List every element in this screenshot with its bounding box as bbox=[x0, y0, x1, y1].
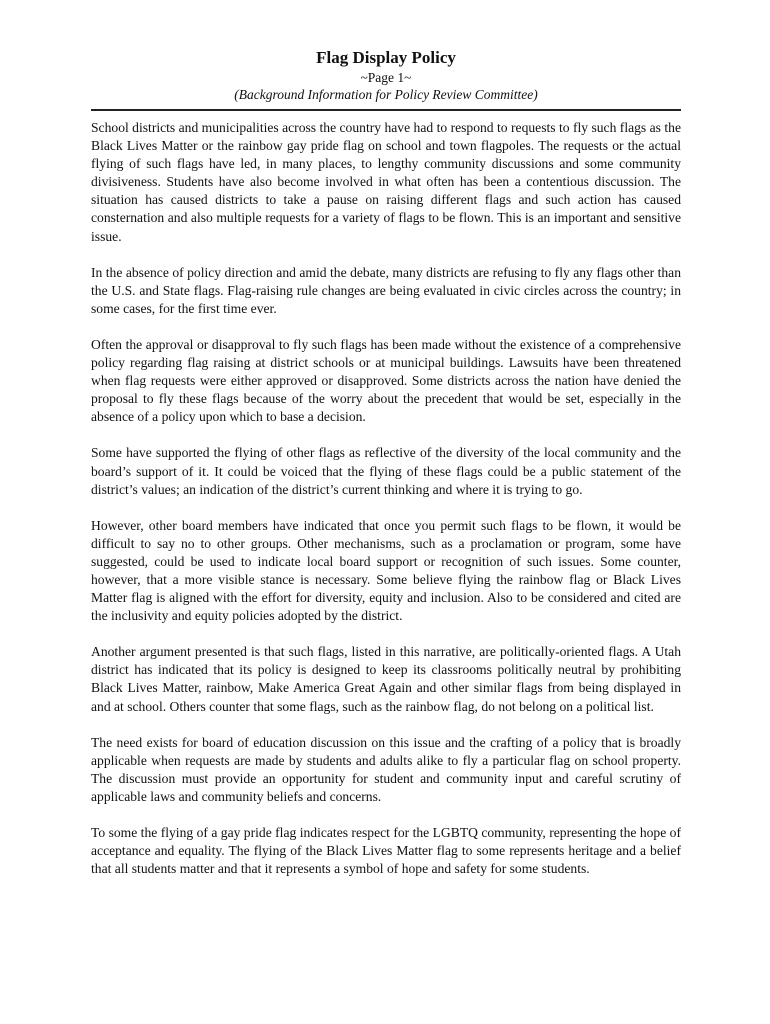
paragraph-8: To some the flying of a gay pride flag indicates respect for the LGBTQ community, representing the hope of acceptance and equality. The flying of the Black Lives Matter flag to some represents heritage and a belief that all students matter and that it represents a symbol of hope and safety for some students. bbox=[91, 825, 681, 877]
document-subtitle: (Background Information for Policy Review Committee) bbox=[234, 87, 538, 102]
paragraph-2: In the absence of policy direction and amid the debate, many districts are refusing to fly any flags other than the U.S. and State flags. Flag-raising rule changes are being evaluated in civic circles across the country; in some cases, for the first time ever. bbox=[91, 264, 681, 316]
paragraph-4: Some have supported the flying of other flags as reflective of the diversity of the local community and the board’s support of it. It could be voiced that the flying of these flags could be a public statement of the district’s values; an indication of the district’s current thinking and where it is trying to go. bbox=[91, 445, 681, 497]
document-page bbox=[91, 48, 681, 896]
paragraph-6: Another argument presented is that such flags, listed in this narrative, are politically-oriented flags. A Utah district has indicated that its policy is designed to keep its classrooms politically neutral by prohibiting Black Lives Matter, rainbow, Make America Great Again and other similar flags from being displayed in and at school. Others counter that some flags, such as the rainbow flag, do not belong on a political list. bbox=[91, 644, 681, 714]
paragraph-1: School districts and municipalities across the country have had to respond to requests to fly such flags as the Black Lives Matter or the rainbow gay pride flag on school and town flagpoles. The requests or the actual flying of such flags have led, in many places, to lengthy community discussions and some community divisiveness. Students have also become involved in what often has been a contentious discussion. The situation has caused districts to take a pause on raising different flags and such action has caused consternation and also multiple requests for a variety of flags to be flown. This is an important and sensitive issue. bbox=[91, 120, 681, 244]
page-label: ~Page 1~ bbox=[360, 70, 412, 85]
header-divider bbox=[91, 109, 681, 111]
paragraph-7: The need exists for board of education discussion on this issue and the crafting of a policy that is broadly applicable when requests are made by students and adults alike to fly a particular flag on school property. The discussion must provide an opportunity for student and community input and careful scrutiny of applicable laws and community beliefs and concerns. bbox=[91, 734, 681, 804]
paragraph-5: However, other board members have indicated that once you permit such flags to be flown, it would be difficult to say no to other groups. Other mechanisms, such as a proclamation or program, some have suggested, could be used to indicate local board support or recognition of such issues. Some counter, however, that a more visible stance is necessary. Some believe flying the rainbow flag or Black Lives Matter flag is aligned with the effort for diversity, equity and inclusion. Also to be considered and cited are the inclusivity and equity policies adopted by the district. bbox=[91, 517, 681, 624]
document-title: Flag Display Policy bbox=[316, 48, 456, 67]
paragraph-3: Often the approval or disapproval to fly such flags has been made without the existence of a comprehensive policy regarding flag raising at district schools or at municipal buildings. Lawsuits have been threatened when flag requests were either approved or disapproved. Some districts across the nation have denied the proposal to fly these flags because of the worry about the precedent that would be set, especially in the absence of a policy upon which to base a decision. bbox=[91, 336, 681, 425]
